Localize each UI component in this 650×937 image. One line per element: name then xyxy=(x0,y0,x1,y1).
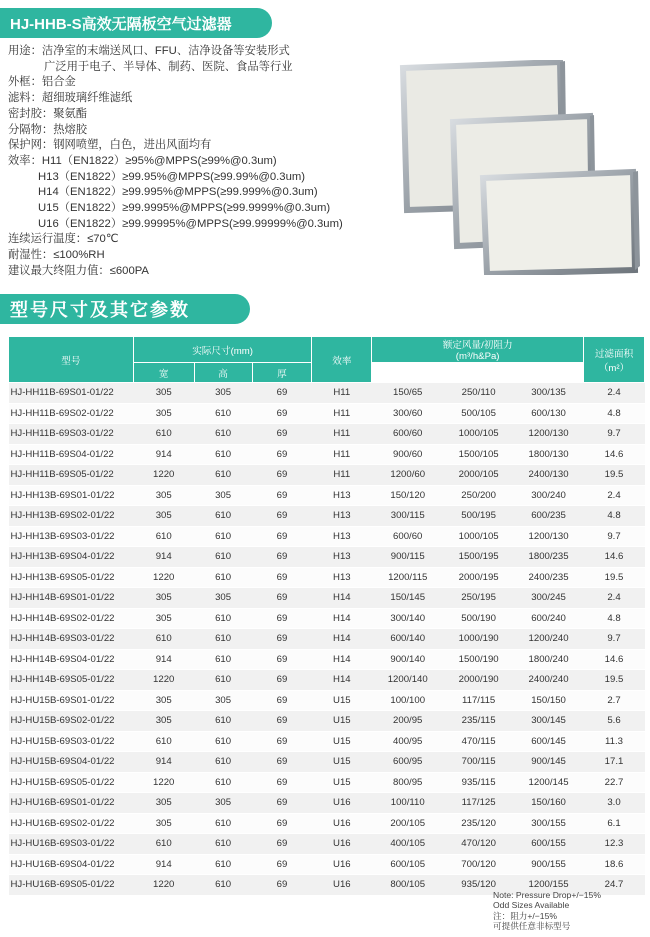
table-row xyxy=(9,772,645,793)
table-cell: 69 xyxy=(252,752,312,773)
table-row xyxy=(9,793,645,814)
filter-small xyxy=(483,171,640,274)
table-cell: H13 xyxy=(312,526,372,547)
table-cell: 600/235 xyxy=(514,506,584,527)
table-cell: 69 xyxy=(252,526,312,547)
table-cell: 610 xyxy=(133,629,194,650)
table-cell: 1000/105 xyxy=(444,526,514,547)
table-cell: 69 xyxy=(252,588,312,609)
table-cell: 800/95 xyxy=(372,772,444,793)
table-row xyxy=(9,567,645,588)
table-cell: 150/160 xyxy=(514,793,584,814)
table-cell: 1800/240 xyxy=(514,649,584,670)
header-airflow-label: 额定风量/初阻力 xyxy=(442,340,513,351)
table-cell: 69 xyxy=(252,608,312,629)
table-cell: HJ-HU16B-69S03-01/22 xyxy=(9,834,134,855)
spec-usage: 用途：洁净室的末端送风口、FFU、洁净设备等安装形式 xyxy=(8,45,290,57)
table-row xyxy=(9,813,645,834)
table-cell: 610 xyxy=(194,813,252,834)
table-cell: 100/100 xyxy=(372,690,444,711)
table-cell: 610 xyxy=(194,731,252,752)
note-sizes-cn: 可提供任意非标型号 xyxy=(493,921,571,932)
table-cell: 24.7 xyxy=(584,875,645,896)
header-height: 高 xyxy=(194,363,252,383)
table-cell: 600/60 xyxy=(372,424,444,445)
table-cell: U15 xyxy=(312,711,372,732)
table-cell: U16 xyxy=(312,834,372,855)
table-cell: 600/155 xyxy=(514,834,584,855)
table-cell: 1200/140 xyxy=(372,670,444,691)
table-cell: 69 xyxy=(252,690,312,711)
table-cell: 6.1 xyxy=(584,813,645,834)
table-cell: 305 xyxy=(133,690,194,711)
table-row xyxy=(9,424,645,445)
table-cell: HJ-HU16B-69S05-01/22 xyxy=(9,875,134,896)
spec-separator: 分隔物：热熔胶 xyxy=(8,123,88,136)
table-cell: 470/115 xyxy=(444,731,514,752)
table-cell: 300/145 xyxy=(514,711,584,732)
table-row xyxy=(9,485,645,506)
table-cell: 1800/235 xyxy=(514,547,584,568)
table-cell: 305 xyxy=(133,711,194,732)
table-cell: 1200/155 xyxy=(514,875,584,896)
table-cell: 18.6 xyxy=(584,854,645,875)
notes xyxy=(493,890,601,932)
table-cell: HJ-HU15B-69S03-01/22 xyxy=(9,731,134,752)
table-row xyxy=(9,834,645,855)
table-cell: 935/115 xyxy=(444,772,514,793)
table-cell: HJ-HU16B-69S04-01/22 xyxy=(9,854,134,875)
table-cell: 600/145 xyxy=(514,731,584,752)
table-cell: 610 xyxy=(194,547,252,568)
table-cell: 900/145 xyxy=(514,752,584,773)
table-cell: 69 xyxy=(252,567,312,588)
table-cell: 610 xyxy=(133,731,194,752)
table-cell: 1500/105 xyxy=(444,444,514,465)
table-cell: 305 xyxy=(133,383,194,404)
table-cell: U15 xyxy=(312,731,372,752)
table-cell: HJ-HU15B-69S02-01/22 xyxy=(9,711,134,732)
table-cell: 69 xyxy=(252,629,312,650)
table-cell: 610 xyxy=(194,629,252,650)
table-row xyxy=(9,588,645,609)
table-cell: 69 xyxy=(252,547,312,568)
table-cell: 610 xyxy=(194,403,252,424)
table-cell: H14 xyxy=(312,588,372,609)
table-cell: 610 xyxy=(194,506,252,527)
table-cell: 69 xyxy=(252,670,312,691)
filter-product-image xyxy=(395,60,645,275)
table-cell: 1500/195 xyxy=(444,547,514,568)
table-cell: 305 xyxy=(133,403,194,424)
table-cell: 14.6 xyxy=(584,649,645,670)
table-cell: 305 xyxy=(194,383,252,404)
table-cell: 900/60 xyxy=(372,444,444,465)
table-cell: H13 xyxy=(312,506,372,527)
table-cell: 2000/190 xyxy=(444,670,514,691)
table-cell: 3.0 xyxy=(584,793,645,814)
table-cell: 2000/105 xyxy=(444,465,514,486)
table-cell: U16 xyxy=(312,854,372,875)
table-cell: 4.8 xyxy=(584,403,645,424)
table-cell: 11.3 xyxy=(584,731,645,752)
table-cell: HJ-HH13B-69S01-01/22 xyxy=(9,485,134,506)
spec-usage-cont: 广泛用于电子、半导体、制药、医院、食品等行业 xyxy=(44,60,293,73)
table-cell: 2.4 xyxy=(584,383,645,404)
header-size: 实际尺寸(mm) xyxy=(133,337,312,363)
table-cell: 900/140 xyxy=(372,649,444,670)
table-cell: H13 xyxy=(312,547,372,568)
table-cell: 69 xyxy=(252,731,312,752)
table-cell: 610 xyxy=(194,649,252,670)
table-cell: 200/105 xyxy=(372,813,444,834)
spec-eff-u16: U16（EN1822）≥99.99995%@MPPS(≥99.99999%@0.3um) xyxy=(38,217,343,230)
table-cell: 600/95 xyxy=(372,752,444,773)
table-cell: HJ-HH14B-69S03-01/22 xyxy=(9,629,134,650)
table-row xyxy=(9,444,645,465)
table-cell: 900/155 xyxy=(514,854,584,875)
table-cell: 1200/130 xyxy=(514,424,584,445)
spec-sealant: 密封胶：聚氨酯 xyxy=(8,107,88,120)
header-airflow-unit: (m³/h&Pa) xyxy=(455,351,500,362)
table-row xyxy=(9,752,645,773)
table-cell: 1200/60 xyxy=(372,465,444,486)
table-cell: 12.3 xyxy=(584,834,645,855)
table-cell: H13 xyxy=(312,567,372,588)
spec-eff-h11: 效率：H11（EN1822）≥95%@MPPS(≥99%@0.3um) xyxy=(8,154,277,167)
table-cell: 14.6 xyxy=(584,547,645,568)
table-cell: H14 xyxy=(312,649,372,670)
table-cell: 610 xyxy=(194,752,252,773)
table-cell: HJ-HH14B-69S02-01/22 xyxy=(9,608,134,629)
table-cell: 200/95 xyxy=(372,711,444,732)
spec-max-resistance: 建议最大终阻力值：≤600PA xyxy=(8,264,149,277)
spec-list xyxy=(8,44,388,280)
table-cell: 1220 xyxy=(133,670,194,691)
table-cell: H11 xyxy=(312,424,372,445)
table-cell: 150/65 xyxy=(372,383,444,404)
note-sizes: Odd Sizes Available xyxy=(493,900,570,911)
table-cell: HJ-HH11B-69S02-01/22 xyxy=(9,403,134,424)
table-cell: 235/115 xyxy=(444,711,514,732)
table-cell: 150/145 xyxy=(372,588,444,609)
spec-eff-h14: H14（EN1822）≥99.995%@MPPS(≥99.999%@0.3um) xyxy=(38,186,318,199)
table-cell: 600/130 xyxy=(514,403,584,424)
table-cell: U15 xyxy=(312,772,372,793)
header-depth: 厚 xyxy=(252,363,312,383)
table-cell: HJ-HH11B-69S01-01/22 xyxy=(9,383,134,404)
table-cell: 300/140 xyxy=(372,608,444,629)
table-cell: 600/105 xyxy=(372,854,444,875)
table-cell: 1000/190 xyxy=(444,629,514,650)
table-cell: 610 xyxy=(194,854,252,875)
table-cell: 610 xyxy=(133,526,194,547)
header-efficiency: 效率 xyxy=(312,337,372,383)
table-cell: 1220 xyxy=(133,567,194,588)
table-cell: 2.4 xyxy=(584,588,645,609)
table-cell: 9.7 xyxy=(584,629,645,650)
table-cell: 250/200 xyxy=(444,485,514,506)
note-pressure-cn: 注：阻力+/−15% xyxy=(493,910,558,921)
table-cell: U16 xyxy=(312,793,372,814)
table-cell: 914 xyxy=(133,854,194,875)
table-cell: 17.1 xyxy=(584,752,645,773)
table-cell: 600/60 xyxy=(372,526,444,547)
section-banner xyxy=(0,294,250,324)
table-cell: 300/240 xyxy=(514,485,584,506)
table-cell: 700/120 xyxy=(444,854,514,875)
table-row xyxy=(9,670,645,691)
table-cell: 900/115 xyxy=(372,547,444,568)
header-airflow xyxy=(372,337,584,363)
table-cell: 2400/240 xyxy=(514,670,584,691)
table-row xyxy=(9,526,645,547)
table-cell: 69 xyxy=(252,403,312,424)
table-cell: 500/190 xyxy=(444,608,514,629)
table-cell: 1200/115 xyxy=(372,567,444,588)
table-cell: 9.7 xyxy=(584,526,645,547)
table-cell: H13 xyxy=(312,485,372,506)
table-cell: 600/240 xyxy=(514,608,584,629)
table-row xyxy=(9,506,645,527)
table-cell: 22.7 xyxy=(584,772,645,793)
table-cell: 19.5 xyxy=(584,465,645,486)
table-cell: 610 xyxy=(194,465,252,486)
table-cell: 305 xyxy=(133,485,194,506)
table-cell: HJ-HH11B-69S03-01/22 xyxy=(9,424,134,445)
table-cell: 9.7 xyxy=(584,424,645,445)
page-title: HJ-HHB-S高效无隔板空气过滤器 xyxy=(10,15,232,33)
spec-eff-h13: H13（EN1822）≥99.95%@MPPS(≥99.99%@0.3um) xyxy=(38,170,306,183)
table-cell: 610 xyxy=(194,608,252,629)
table-cell: 2400/235 xyxy=(514,567,584,588)
table-body xyxy=(9,383,645,896)
table-cell: HJ-HU15B-69S05-01/22 xyxy=(9,772,134,793)
header-area: 过滤面积（m²） xyxy=(584,337,645,383)
table-cell: 1800/130 xyxy=(514,444,584,465)
table-cell: HJ-HH14B-69S01-01/22 xyxy=(9,588,134,609)
table-cell: 69 xyxy=(252,793,312,814)
table-cell: 4.8 xyxy=(584,608,645,629)
table-cell: 305 xyxy=(133,813,194,834)
table-cell: 117/115 xyxy=(444,690,514,711)
table-cell: 610 xyxy=(194,444,252,465)
table-cell: 800/105 xyxy=(372,875,444,896)
table-cell: H11 xyxy=(312,444,372,465)
table-cell: U15 xyxy=(312,752,372,773)
table-cell: 305 xyxy=(194,793,252,814)
table-cell: HJ-HH14B-69S05-01/22 xyxy=(9,670,134,691)
title-banner xyxy=(0,8,272,38)
table-cell: 150/120 xyxy=(372,485,444,506)
table-cell: 610 xyxy=(194,834,252,855)
table-cell: 69 xyxy=(252,649,312,670)
table-cell: 2000/195 xyxy=(444,567,514,588)
table-cell: U16 xyxy=(312,813,372,834)
table-cell: H11 xyxy=(312,465,372,486)
table-row xyxy=(9,690,645,711)
table-cell: 69 xyxy=(252,772,312,793)
spec-temperature: 连续运行温度：≤70℃ xyxy=(8,233,119,246)
table-cell: 610 xyxy=(194,424,252,445)
table-cell: 600/140 xyxy=(372,629,444,650)
table-cell: H11 xyxy=(312,383,372,404)
table-cell: 69 xyxy=(252,485,312,506)
table-cell: H14 xyxy=(312,670,372,691)
table-cell: 914 xyxy=(133,444,194,465)
section-title: 型号尺寸及其它参数 xyxy=(10,300,190,320)
table-cell: 300/155 xyxy=(514,813,584,834)
table-cell: 250/195 xyxy=(444,588,514,609)
table-row xyxy=(9,547,645,568)
table-cell: 5.6 xyxy=(584,711,645,732)
table-row xyxy=(9,731,645,752)
table-cell: 69 xyxy=(252,506,312,527)
table-cell: 400/105 xyxy=(372,834,444,855)
table-cell: 610 xyxy=(133,424,194,445)
table-row xyxy=(9,383,645,404)
spec-eff-u15: U15（EN1822）≥99.9995%@MPPS(≥99.9999%@0.3um) xyxy=(38,202,331,215)
table-cell: 150/150 xyxy=(514,690,584,711)
table-cell: 2400/130 xyxy=(514,465,584,486)
table-row xyxy=(9,403,645,424)
table-cell: HJ-HH13B-69S05-01/22 xyxy=(9,567,134,588)
table-cell: 914 xyxy=(133,649,194,670)
table-cell: 610 xyxy=(194,772,252,793)
table-cell: 914 xyxy=(133,752,194,773)
table-cell: 300/115 xyxy=(372,506,444,527)
table-cell: 117/125 xyxy=(444,793,514,814)
table-cell: 935/120 xyxy=(444,875,514,896)
table-cell: H11 xyxy=(312,403,372,424)
table-cell: 610 xyxy=(194,526,252,547)
table-cell: 610 xyxy=(194,875,252,896)
table-cell: 300/135 xyxy=(514,383,584,404)
table-cell: 2.4 xyxy=(584,485,645,506)
table-cell: 305 xyxy=(133,608,194,629)
table-cell: U16 xyxy=(312,875,372,896)
table-cell: 305 xyxy=(133,793,194,814)
table-cell: 1220 xyxy=(133,465,194,486)
table-cell: 1000/105 xyxy=(444,424,514,445)
table-cell: 470/120 xyxy=(444,834,514,855)
table-cell: 1200/240 xyxy=(514,629,584,650)
table-cell: 250/110 xyxy=(444,383,514,404)
table-cell: 610 xyxy=(194,567,252,588)
table-cell: 1500/190 xyxy=(444,649,514,670)
table-cell: 300/245 xyxy=(514,588,584,609)
table-row xyxy=(9,629,645,650)
table-cell: 69 xyxy=(252,834,312,855)
table-cell: HJ-HU16B-69S01-01/22 xyxy=(9,793,134,814)
table-cell: 305 xyxy=(133,506,194,527)
table-cell: 914 xyxy=(133,547,194,568)
table-cell: 1220 xyxy=(133,875,194,896)
table-row xyxy=(9,465,645,486)
table-cell: HJ-HH13B-69S03-01/22 xyxy=(9,526,134,547)
table-cell: HJ-HH14B-69S04-01/22 xyxy=(9,649,134,670)
spec-frame: 外框：铝合金 xyxy=(8,76,76,89)
table-cell: HJ-HU15B-69S04-01/22 xyxy=(9,752,134,773)
table-row xyxy=(9,649,645,670)
header-width: 宽 xyxy=(133,363,194,383)
table-cell: HJ-HH11B-69S04-01/22 xyxy=(9,444,134,465)
table-cell: 700/115 xyxy=(444,752,514,773)
table-cell: 305 xyxy=(194,588,252,609)
spec-humidity: 耐湿性：≤100%RH xyxy=(8,249,105,262)
table-cell: 610 xyxy=(194,711,252,732)
table-cell: 100/110 xyxy=(372,793,444,814)
table-cell: 2.7 xyxy=(584,690,645,711)
table-cell: 14.6 xyxy=(584,444,645,465)
table-cell: 305 xyxy=(194,690,252,711)
parameter-table xyxy=(8,336,645,896)
table-cell: 69 xyxy=(252,424,312,445)
table-cell: U15 xyxy=(312,690,372,711)
table-cell: 400/95 xyxy=(372,731,444,752)
table-cell: 69 xyxy=(252,854,312,875)
note-pressure: Note: Pressure Drop+/−15% xyxy=(493,890,601,900)
table-row xyxy=(9,711,645,732)
table-cell: 610 xyxy=(133,834,194,855)
table-cell: 305 xyxy=(194,485,252,506)
table-cell: 500/105 xyxy=(444,403,514,424)
table-cell: 69 xyxy=(252,711,312,732)
table-cell: 1220 xyxy=(133,772,194,793)
table-cell: 69 xyxy=(252,465,312,486)
spec-guard: 保护网：钢网喷塑，白色，进出风面均有 xyxy=(8,139,212,152)
table-cell: 235/120 xyxy=(444,813,514,834)
table-cell: 1200/130 xyxy=(514,526,584,547)
table-cell: 19.5 xyxy=(584,567,645,588)
table-cell: 19.5 xyxy=(584,670,645,691)
table-cell: 4.8 xyxy=(584,506,645,527)
table-cell: 69 xyxy=(252,444,312,465)
table-cell: 300/60 xyxy=(372,403,444,424)
table-cell: HJ-HH13B-69S04-01/22 xyxy=(9,547,134,568)
table-cell: HJ-HH11B-69S05-01/22 xyxy=(9,465,134,486)
table-cell: HJ-HH13B-69S02-01/22 xyxy=(9,506,134,527)
table-cell: 500/195 xyxy=(444,506,514,527)
table-cell: 69 xyxy=(252,383,312,404)
header-model: 型号 xyxy=(9,337,134,383)
table-cell: H14 xyxy=(312,629,372,650)
table-cell: 1200/145 xyxy=(514,772,584,793)
table-cell: 69 xyxy=(252,813,312,834)
table-row xyxy=(9,608,645,629)
table-cell: HJ-HU16B-69S02-01/22 xyxy=(9,813,134,834)
table-cell: HJ-HU15B-69S01-01/22 xyxy=(9,690,134,711)
table-cell: 69 xyxy=(252,875,312,896)
table-cell: 305 xyxy=(133,588,194,609)
table-cell: H14 xyxy=(312,608,372,629)
spec-media: 滤料：超细玻璃纤维滤纸 xyxy=(8,92,133,105)
table-row xyxy=(9,854,645,875)
table-cell: 610 xyxy=(194,670,252,691)
